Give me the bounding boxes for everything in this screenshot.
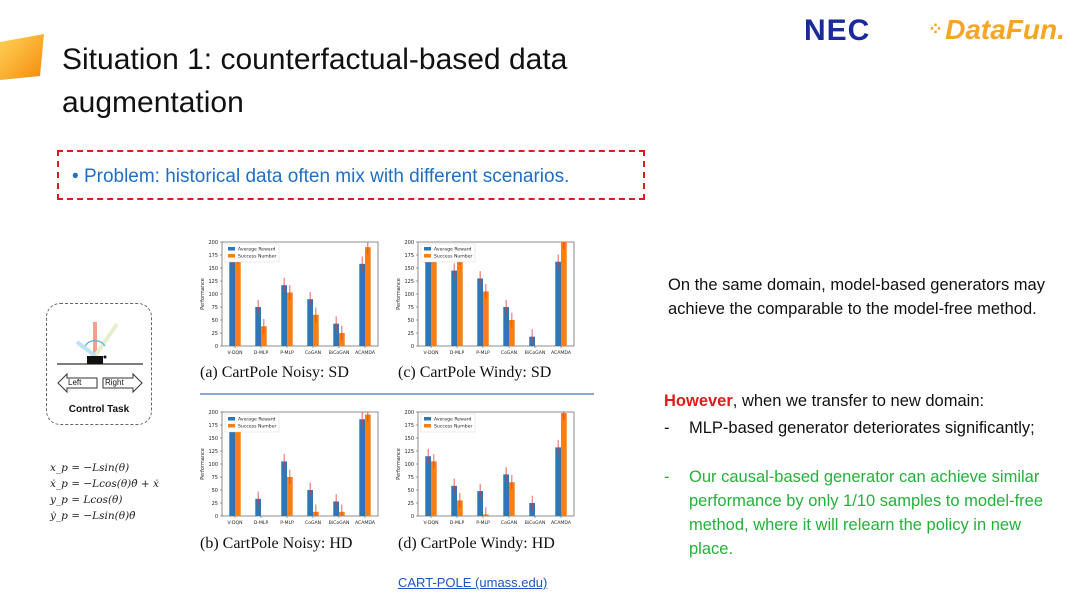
- x-tick-label: ACAMDA: [551, 351, 571, 356]
- legend-swatch: [228, 247, 235, 251]
- y-tick-label: 25: [407, 501, 414, 507]
- y-tick-label: 125: [404, 279, 414, 285]
- bullet-causal: - Our causal-based generator can achieve similar performance by only 1/10 samples to model-free method, where it will relearn the policy in new place.: [664, 465, 1054, 561]
- bar-average-reward: [477, 278, 483, 346]
- problem-text: • Problem: historical data often mix with different scenarios.: [72, 166, 570, 187]
- y-tick-label: 50: [407, 318, 414, 324]
- y-tick-label: 150: [404, 436, 414, 442]
- y-axis-label: Performance: [396, 278, 402, 310]
- x-tick-label: D-MLP: [253, 521, 269, 526]
- y-tick-label: 75: [211, 475, 218, 481]
- bar-average-reward: [555, 262, 561, 346]
- x-tick-label: CoGAN: [500, 521, 518, 526]
- bar-success-number: [235, 257, 241, 346]
- legend-label: Success Number: [434, 254, 473, 260]
- y-tick-label: 150: [404, 266, 414, 272]
- y-tick-label: 200: [404, 240, 414, 246]
- bar-average-reward: [229, 425, 235, 516]
- y-tick-label: 100: [208, 292, 218, 298]
- bullet-mlp: - MLP-based generator deteriorates significantly;: [664, 416, 1054, 464]
- equation-3: y_p = Lcos(θ): [50, 494, 123, 506]
- comparable-note: On the same domain, model-based generators may achieve the comparable to the model-free method.: [668, 276, 1045, 318]
- legend-swatch: [424, 424, 431, 428]
- y-tick-label: 25: [407, 331, 414, 337]
- bar-average-reward: [229, 259, 235, 346]
- legend-swatch: [424, 247, 431, 251]
- x-tick-label: BiCoGAN: [328, 351, 350, 356]
- x-tick-label: D-MLP: [449, 521, 465, 526]
- bar-success-number: [235, 422, 241, 516]
- bullet-dash: -: [664, 419, 670, 437]
- bar-success-number: [561, 413, 567, 516]
- chart-caption-b: (b) CartPole Noisy: HD: [200, 535, 353, 552]
- legend: [421, 244, 475, 262]
- x-tick-label: V-DQN: [423, 521, 439, 526]
- x-tick-label: D-MLP: [449, 351, 465, 356]
- legend-label: Average Reward: [434, 247, 472, 253]
- y-tick-label: 100: [404, 292, 414, 298]
- legend-swatch: [228, 417, 235, 421]
- control-task-label: Control Task: [68, 404, 130, 415]
- chart-caption-a: (a) CartPole Noisy: SD: [200, 364, 349, 381]
- chart-noisy-sd: [196, 234, 386, 362]
- x-tick-label: V-DQN: [227, 351, 243, 356]
- y-tick-label: 50: [407, 488, 414, 494]
- y-tick-label: 25: [211, 331, 218, 337]
- equation-1: x_p = −Lsin(θ): [50, 462, 130, 474]
- chart-caption-c: (c) CartPole Windy: SD: [398, 364, 552, 381]
- y-tick-label: 125: [208, 279, 218, 285]
- chart-caption-d: (d) CartPole Windy: HD: [398, 535, 555, 552]
- y-tick-label: 75: [407, 475, 414, 481]
- y-tick-label: 200: [208, 410, 218, 416]
- y-tick-label: 175: [208, 423, 218, 429]
- y-tick-label: 150: [208, 266, 218, 272]
- legend: [225, 244, 279, 262]
- x-tick-label: CoGAN: [304, 351, 322, 356]
- bar-average-reward: [281, 461, 287, 516]
- x-tick-label: P-MLP: [280, 521, 294, 526]
- x-tick-label: CoGAN: [304, 521, 322, 526]
- y-axis-label: Performance: [200, 278, 206, 310]
- bar-average-reward: [451, 271, 457, 346]
- bar-success-number: [431, 252, 437, 346]
- y-tick-label: 175: [404, 423, 414, 429]
- y-tick-label: 75: [407, 305, 414, 311]
- bar-success-number: [287, 292, 293, 346]
- legend: [225, 414, 279, 432]
- equation-2: ẋ_p = −Lcos(θ)θ̇ + ẋ: [50, 478, 159, 490]
- legend-label: Average Reward: [238, 417, 276, 423]
- y-tick-label: 75: [211, 305, 218, 311]
- y-tick-label: 0: [214, 344, 218, 350]
- chart-noisy-hd: [196, 404, 386, 532]
- bar-average-reward: [359, 419, 365, 516]
- bar-average-reward: [281, 285, 287, 346]
- accent-shape: [0, 34, 44, 80]
- dots-icon: ⁘: [928, 19, 944, 39]
- y-tick-label: 175: [404, 253, 414, 259]
- y-tick-label: 50: [211, 488, 218, 494]
- y-tick-label: 50: [211, 318, 218, 324]
- however-line: However, when we transfer to new domain:: [664, 392, 985, 410]
- legend-label: Success Number: [238, 424, 277, 430]
- bar-average-reward: [425, 456, 431, 516]
- x-tick-label: V-DQN: [423, 351, 439, 356]
- divider: [200, 393, 594, 395]
- x-tick-label: CoGAN: [500, 351, 518, 356]
- legend: [421, 414, 475, 432]
- y-tick-label: 200: [208, 240, 218, 246]
- x-tick-label: ACAMDA: [355, 521, 375, 526]
- y-tick-label: 0: [410, 514, 414, 520]
- y-tick-label: 100: [404, 462, 414, 468]
- x-tick-label: P-MLP: [476, 521, 490, 526]
- nec-logo: NEC: [804, 14, 871, 47]
- bar-success-number: [431, 461, 437, 516]
- y-tick-label: 25: [211, 501, 218, 507]
- cartpole-link[interactable]: CART-POLE (umass.edu): [398, 575, 548, 590]
- legend-swatch: [424, 417, 431, 421]
- legend-swatch: [228, 424, 235, 428]
- y-tick-label: 150: [208, 436, 218, 442]
- right-button-label: Right: [105, 378, 124, 387]
- y-tick-label: 125: [208, 449, 218, 455]
- y-tick-label: 175: [208, 253, 218, 259]
- chart-windy-sd: [392, 234, 582, 362]
- x-tick-label: D-MLP: [253, 351, 269, 356]
- bar-average-reward: [555, 447, 561, 516]
- y-tick-label: 200: [404, 410, 414, 416]
- x-tick-label: BiCoGAN: [524, 521, 546, 526]
- y-tick-label: 0: [410, 344, 414, 350]
- bar-success-number: [457, 258, 463, 346]
- x-tick-label: BiCoGAN: [524, 351, 546, 356]
- bar-success-number: [365, 247, 371, 346]
- y-tick-label: 125: [404, 449, 414, 455]
- legend-label: Average Reward: [434, 417, 472, 423]
- chart-windy-hd: [392, 404, 582, 532]
- bullet-dash: -: [664, 468, 670, 486]
- legend-label: Average Reward: [238, 247, 276, 253]
- y-tick-label: 100: [208, 462, 218, 468]
- however-word: However: [664, 392, 733, 410]
- left-button-label: Left: [68, 378, 82, 387]
- y-axis-label: Performance: [200, 448, 206, 480]
- legend-label: Success Number: [434, 424, 473, 430]
- bar-success-number: [483, 291, 489, 346]
- x-tick-label: P-MLP: [476, 351, 490, 356]
- x-tick-label: BiCoGAN: [328, 521, 350, 526]
- bar-average-reward: [359, 264, 365, 346]
- legend-swatch: [228, 254, 235, 258]
- control-task-diagram: [46, 303, 152, 425]
- x-tick-label: ACAMDA: [551, 521, 571, 526]
- datafun-logo: ⁘DataFun.: [928, 14, 1065, 45]
- bar-success-number: [561, 242, 567, 346]
- legend-label: Success Number: [238, 254, 277, 260]
- y-axis-label: Performance: [396, 448, 402, 480]
- bar-success-number: [365, 415, 371, 516]
- bar-average-reward: [425, 257, 431, 346]
- page-title: Situation 1: counterfactual-based data augmentation: [62, 43, 568, 119]
- x-tick-label: P-MLP: [280, 351, 294, 356]
- x-tick-label: V-DQN: [227, 521, 243, 526]
- equation-4: ẏ_p = −Lsin(θ)θ̇: [50, 510, 136, 522]
- y-tick-label: 0: [214, 514, 218, 520]
- x-tick-label: ACAMDA: [355, 351, 375, 356]
- legend-swatch: [424, 254, 431, 258]
